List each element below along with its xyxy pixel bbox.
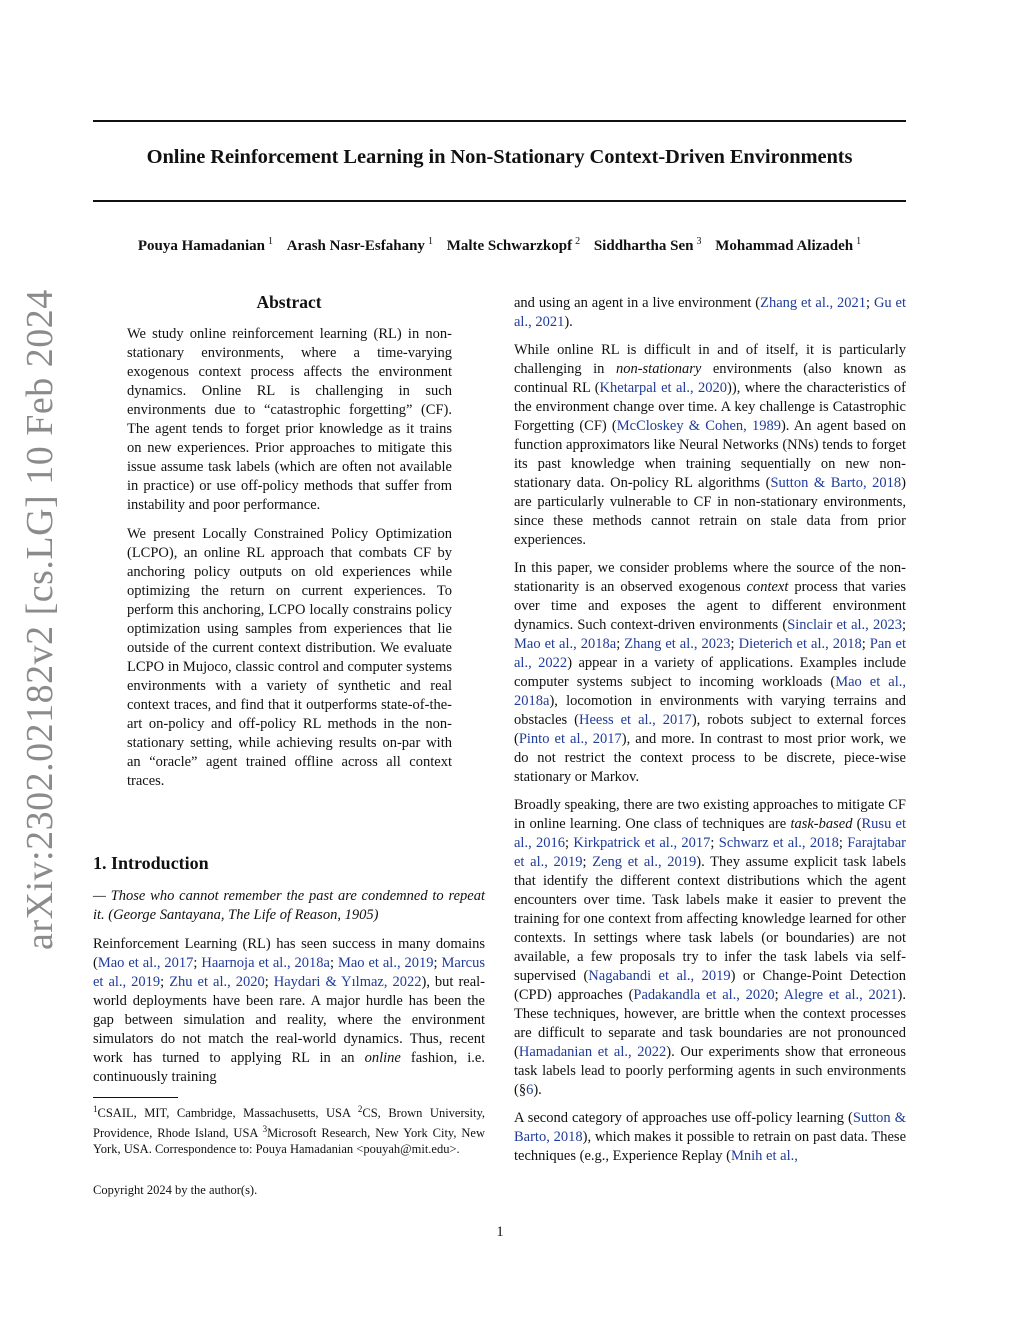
text-run: CSAIL, MIT, Cambridge, Massachusetts, USA (97, 1106, 358, 1121)
intro-paragraph (514, 341, 906, 550)
author-name: Arash Nasr-Esfahany (286, 238, 425, 254)
emphasis-text: context (746, 579, 789, 595)
text-run: In this paper, we consider problems where the source of the non-stationarity is an observed exogenous (514, 560, 906, 595)
text-run: ; (901, 617, 906, 633)
text-run: While online RL is difficult in and of itself, it is particularly challenging in (514, 342, 906, 377)
text-run: ; (160, 974, 170, 990)
text-run: ), which makes it possible to retrain on past data. These techniques (e.g., Experience Replay ( (514, 1129, 907, 1164)
citation-link[interactable]: Nagabandi et al., 2019 (588, 968, 731, 984)
citation-link[interactable]: Mnih et al., (731, 1148, 798, 1164)
text-run: ) appear in a variety of applications. Examples include computer systems subject to incoming workloads ( (514, 655, 906, 690)
arxiv-stamp: arXiv:2302.02182v2 [cs.LG] 10 Feb 2024 (19, 289, 61, 950)
author-affiliation: 1 (267, 236, 273, 247)
text-run: ) or Change-Point Detection (CPD) approaches ( (514, 968, 907, 1003)
citation-link[interactable]: Kirkpatrick et al., 2017 (573, 835, 711, 851)
text-run: ; (582, 854, 593, 870)
citation-link[interactable]: Mao et al., 2019 (337, 955, 434, 971)
text-run: ), locomotion in environments with varying terrains and obstacles ( (514, 693, 906, 728)
intro-paragraph (514, 796, 906, 1100)
author (138, 238, 273, 254)
citation-link[interactable]: McCloskey & Cohen, 1989 (616, 418, 781, 434)
text-run: ; (616, 636, 625, 652)
text-run: ; (861, 636, 870, 652)
author-name: Malte Schwarzkopf (446, 238, 573, 254)
text-run: ; (866, 295, 874, 311)
citation-link[interactable]: Dieterich et al., 2018 (738, 636, 862, 652)
copyright-notice: Copyright 2024 by the author(s). (93, 1183, 258, 1197)
text-run: ) are particularly vulnerable to CF in non-stationary environments, since these methods cannot retrain on stale data from prior experiences. (514, 475, 906, 548)
text-run: fashion, i.e. continuously training (93, 1050, 485, 1085)
citation-link[interactable]: Hamadanian et al., 2022 (518, 1044, 667, 1060)
text-run: ; (774, 987, 784, 1003)
affiliation-marker: 2 (357, 1104, 363, 1114)
citation-link[interactable]: 6 (526, 1082, 534, 1098)
author-affiliation: 1 (427, 236, 433, 247)
emphasis-text: task-based (790, 816, 853, 832)
author (287, 238, 433, 254)
citation-link[interactable]: Khetarpal et al., 2020 (599, 380, 728, 396)
text-run: ; (730, 636, 739, 652)
text-run: ; (433, 955, 442, 971)
text-run: ), robots subject to external forces ( (514, 712, 906, 747)
citation-link[interactable]: Haydari & Yılmaz, 2022 (273, 974, 422, 990)
author-name: Mohammad Alizadeh (715, 238, 854, 254)
title-top-rule (93, 120, 906, 122)
citation-link[interactable]: Gu et al., 2021 (514, 295, 907, 330)
citation-link[interactable]: Mao et al., 2018a (514, 674, 906, 709)
title-bottom-rule (93, 200, 906, 202)
left-column (93, 887, 485, 1097)
text-run: ). (564, 314, 573, 330)
text-run: Broadly speaking, there are two existing approaches to mitigate CF in online learning. One class of techniques are (514, 797, 906, 832)
citation-link[interactable]: Sutton & Barto, 2018 (514, 1110, 906, 1145)
text-run: Reinforcement Learning (RL) has seen success in many domains ( (93, 936, 485, 971)
citation-link[interactable]: Marcus et al., 2019 (93, 955, 485, 990)
text-run: ; (838, 835, 848, 851)
intro-paragraph (514, 294, 906, 332)
author (447, 238, 580, 254)
citation-link[interactable]: Heess et al., 2017 (578, 712, 692, 728)
text-run: ). They assume explicit task labels that identify the different context distributions which the agent encounters over time. Task labels make it easier to prevent the training for one context from affecting knowledge learned for other contexts. In settings where task labels (or boundaries) are not available, a few proposals try to infer the task labels via self-supervised ( (514, 854, 907, 984)
citation-link[interactable]: Farajtabar et al., 2019 (514, 835, 906, 870)
citation-link[interactable]: Haarnoja et al., 2018a (201, 955, 330, 971)
author-name: Pouya Hamadanian (137, 238, 265, 254)
text-run: ; (264, 974, 274, 990)
page-number: 1 (496, 1224, 504, 1240)
author-affiliation: 2 (575, 236, 581, 247)
text-run: ; (329, 955, 338, 971)
author-affiliation: 3 (696, 236, 702, 247)
intro-paragraph (514, 559, 906, 787)
author-affiliation: 1 (856, 236, 862, 247)
abstract-paragraph: We present Locally Constrained Policy Optimization (LCPO), an online RL approach that combats CF by anchoring policy outputs on old experiences while optimizing the return on current experiences. To perform this anchoring, LCPO locally constrains policy optimization using samples from experiences that lie outside of the current context distribution. We evaluate LCPO in Mujoco, classic control and computer systems environments with a variety of synthetic and real context traces, and find that it outperforms state-of-the-art on-policy and off-policy RL methods in the non-stationary setting, while achieving results on-par with an “oracle” agent trained offline across all context traces. (127, 526, 452, 789)
epigraph-quote: — Those who cannot remember the past are condemned to repeat it. (George Santayana, The Life of Reason, 1905) (93, 888, 485, 923)
text-run: ; (565, 835, 574, 851)
citation-link[interactable]: Alegre et al., 2021 (783, 987, 898, 1003)
abstract-body (127, 325, 452, 801)
citation-link[interactable]: Zeng et al., 2019 (592, 854, 697, 870)
affiliation-marker: 3 (262, 1124, 268, 1135)
author (594, 238, 702, 254)
text-run: environments (also known as continual RL ( (514, 361, 907, 396)
abstract-paragraph: We study online reinforcement learning (RL) in non-stationary environments, where a time-varying exogenous context process affects the environment dynamics. Online RL is challenging in such environments due to “catastrophic forgetting” (CF). The agent tends to forget prior knowledge as it trains on new experiences. Prior approaches to mitigate this issue assume task labels (which are often not available in practice) or use off-policy methods that suffer from instability and poor performance. (127, 326, 452, 513)
intro-paragraph (93, 935, 485, 1087)
emphasis-text: online (364, 1050, 401, 1066)
text-run: A second category of approaches use off-policy learning ( (514, 1110, 853, 1126)
author-list (93, 236, 906, 255)
citation-link[interactable]: Pan et al., 2022 (514, 636, 907, 671)
citation-link[interactable]: Schwarz et al., 2018 (718, 835, 839, 851)
text-run: ; (710, 835, 719, 851)
text-run: ). These techniques, however, are brittle when the context processes are difficult to separate and task boundaries are not pronounced ( (514, 987, 906, 1060)
text-run: ), but real-world deployments have been rare. A major hurdle has been the gap between simulation and reality, where the environment simulators do not match the real-world dynamics. Thus, recent work has turned to applying RL in an (93, 974, 486, 1066)
text-run: ). Our experiments show that erroneous task labels lead to poorly performing agents in such environments (§ (514, 1044, 906, 1098)
text-run: process that varies over time and exposes the agent to different environment dynamics. Such context-driven environments ( (514, 579, 906, 633)
text-run: Microsoft Research, New York City, New York, USA. Correspondence to: Pouya Hamadanian <pouyah@mit.edu>. (93, 1126, 485, 1157)
citation-link[interactable]: Sutton & Barto, 2018 (770, 475, 902, 491)
citation-link[interactable]: Mao et al., 2018a (514, 636, 617, 652)
footnote-rule (93, 1097, 178, 1098)
citation-link[interactable]: Zhang et al., 2021 (760, 295, 867, 311)
intro-paragraph (514, 1109, 906, 1166)
text-run: )), where the characteristics of the environment change over time. A key challenge is Catastrophic Forgetting (CF) ( (514, 380, 907, 434)
citation-link[interactable]: Zhu et al., 2020 (169, 974, 265, 990)
text-run: ). An agent based on function approximators like Neural Networks (NNs) tends to forget its past knowledge when training sequentially on new non-stationary data. On-policy RL algorithms ( (514, 418, 906, 491)
emphasis-text: non-stationary (615, 361, 702, 377)
author-name: Siddhartha Sen (593, 238, 694, 254)
paper-title: Online Reinforcement Learning in Non-Stationary Context-Driven Environments (146, 146, 853, 168)
citation-link[interactable]: Sinclair et al., 2023 (787, 617, 902, 633)
citation-link[interactable]: Pinto et al., 2017 (518, 731, 622, 747)
text-run: CS, Brown University, Providence, Rhode Island, USA (93, 1106, 486, 1141)
affiliation-footnote (93, 1101, 485, 1157)
text-run: and using an agent in a live environment ( (514, 295, 761, 311)
affiliation-marker: 1 (93, 1104, 98, 1114)
text-run: ). (533, 1082, 542, 1098)
section-heading-introduction: 1. Introduction (93, 853, 209, 873)
citation-link[interactable]: Mao et al., 2017 (97, 955, 194, 971)
abstract-heading: Abstract (256, 292, 322, 312)
text-run: ; (193, 955, 202, 971)
right-column (514, 294, 906, 1175)
citation-link[interactable]: Zhang et al., 2023 (624, 636, 731, 652)
author (715, 238, 861, 254)
text-run: ), and more. In contrast to most prior work, we do not restrict the context process to be discrete, piece-wise stationary or Markov. (514, 731, 906, 785)
citation-link[interactable]: Padakandla et al., 2020 (633, 987, 775, 1003)
citation-link[interactable]: Rusu et al., 2016 (514, 816, 906, 851)
text-run: ( (852, 816, 862, 832)
